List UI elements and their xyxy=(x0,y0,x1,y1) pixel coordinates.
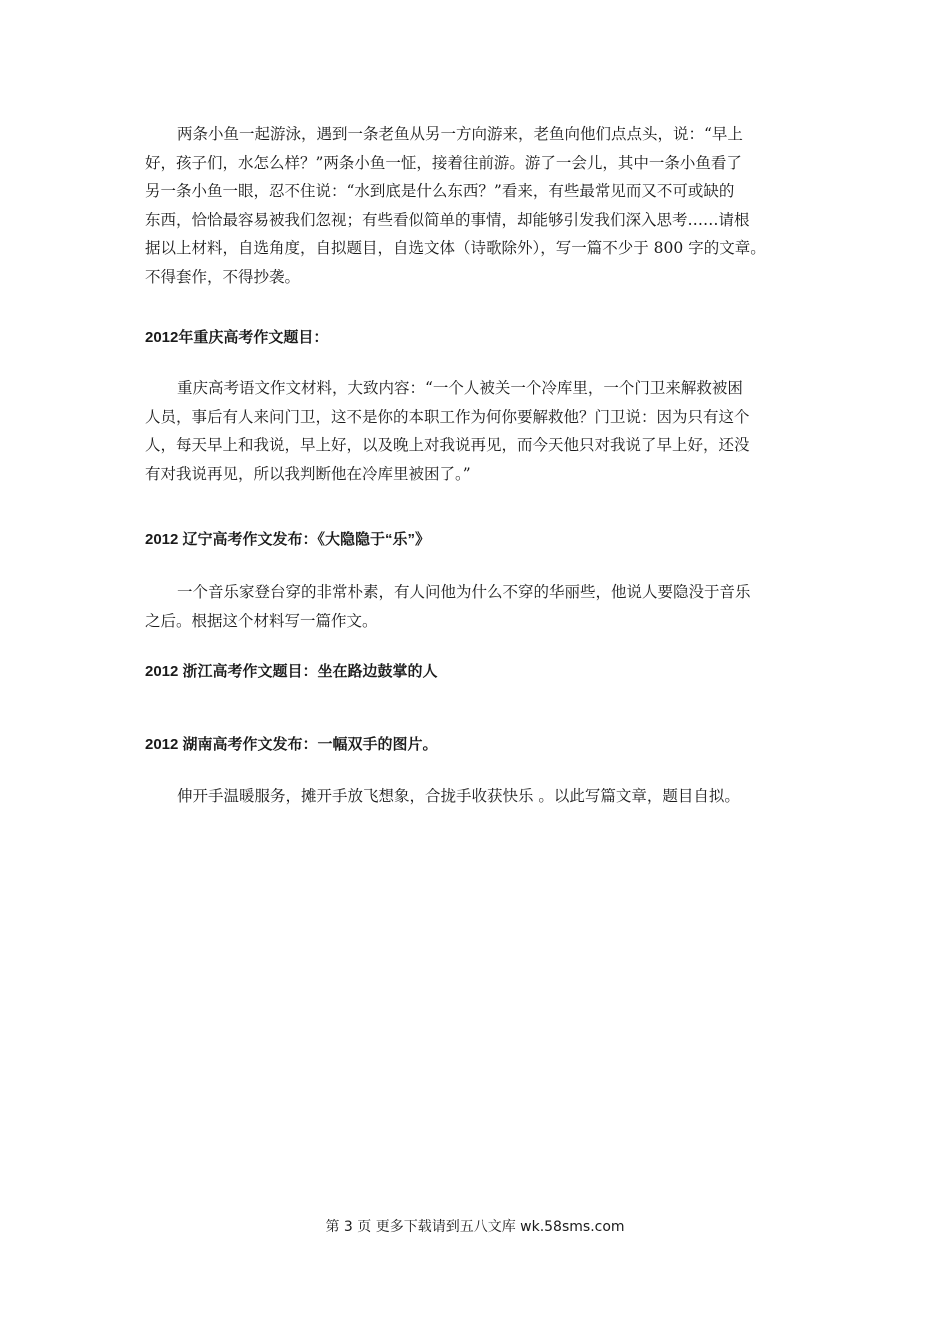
paragraph-line: 两条小鱼一起游泳，遇到一条老鱼从另一方向游来，老鱼向他们点点头，说：“早上 xyxy=(177,125,743,143)
heading-zhejiang: 2012 浙江高考作文题目：坐在路边鼓掌的人 xyxy=(145,663,438,680)
paragraph-line: 有对我说再见，所以我判断他在冷库里被困了。” xyxy=(145,464,471,483)
paragraph-line: 之后。根据这个材料写一篇作文。 xyxy=(145,611,378,630)
paragraph-line: 人，每天早上和我说，早上好，以及晚上对我说再见，而今天他只对我说了早上好，还没 xyxy=(145,436,750,454)
page-footer: 第 3 页 更多下载请到五八文库 wk.58sms.com xyxy=(325,1219,625,1235)
paragraph-liaoning xyxy=(145,578,805,635)
paragraph-line: 东西，恰恰最容易被我们忽视；有些看似简单的事情，却能够引发我们深入思考……请根 xyxy=(145,210,750,229)
paragraph-line: 好，孩子们，水怎么样？”两条小鱼一怔，接着往前游。游了一会儿，其中一条小鱼看了 xyxy=(145,153,742,172)
paragraph-line: 人员，事后有人来问门卫，这不是你的本职工作为何你要解救他？门卫说：因为只有这个 xyxy=(145,407,750,426)
paragraph-line: 据以上材料，自选角度，自拟题目，自选文体（诗歌除外），写一篇不少于 800 字的文章。 xyxy=(145,239,766,257)
paragraph-line: 伸开手温暖服务，摊开手放飞想象，合拢手收获快乐 。以此写篇文章，题目自拟。 xyxy=(177,787,740,805)
paragraph-line: 不得套作，不得抄袭。 xyxy=(145,267,301,286)
paragraph-line: 另一条小鱼一眼，忍不住说：“水到底是什么东西？”看来，有些最常见而又不可或缺的 xyxy=(145,182,735,200)
paragraph-fish-story xyxy=(145,120,805,291)
paragraph-line: 一个音乐家登台穿的非常朴素，有人问他为什么不穿的华丽些，他说人要隐没于音乐 xyxy=(177,583,751,601)
heading-hunan: 2012 湖南高考作文发布：一幅双手的图片。 xyxy=(145,736,438,753)
paragraph-hunan xyxy=(145,782,805,811)
heading-liaoning: 2012 辽宁高考作文发布：《大隐隐于“乐”》 xyxy=(145,531,431,548)
paragraph-chongqing xyxy=(145,374,805,488)
paragraph-line: 重庆高考语文作文材料，大致内容：“一个人被关一个冷库里，一个门卫来解救被困 xyxy=(177,379,743,397)
heading-chongqing: 2012年重庆高考作文题目： xyxy=(145,329,329,346)
